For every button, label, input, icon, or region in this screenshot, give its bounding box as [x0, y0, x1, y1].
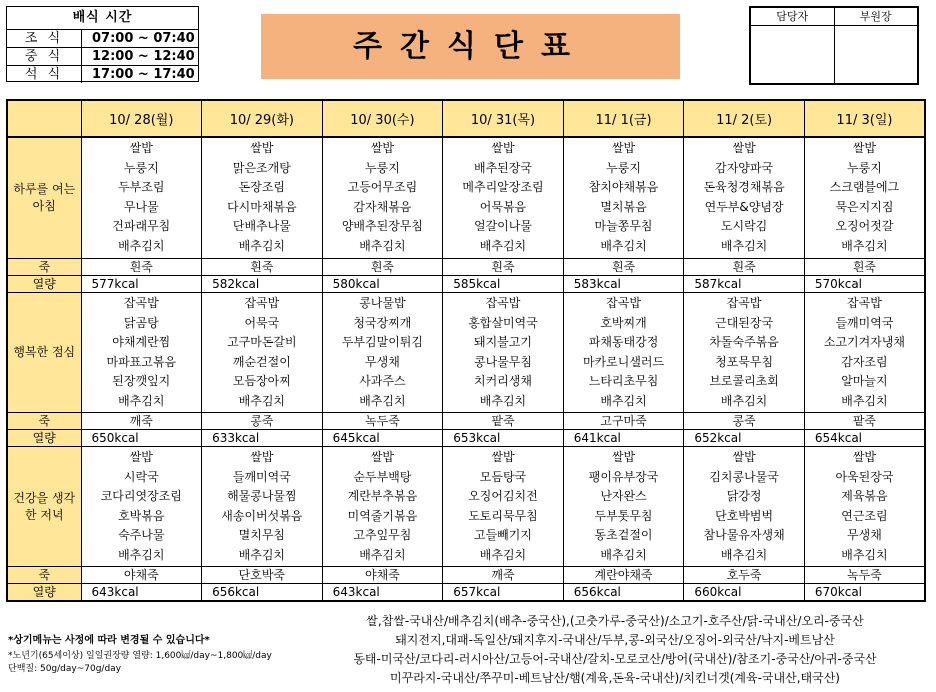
breakfast-menu-cell [202, 137, 323, 259]
menu-item: 배추김치 [479, 393, 527, 408]
menu-item: 잡곡밥 [244, 296, 280, 310]
menu-item: 잡곡밥 [606, 296, 641, 310]
lunch-menu-cell [322, 293, 443, 413]
calorie-cell: 656kcal [563, 584, 684, 602]
menu-item: 배추김치 [720, 547, 768, 562]
lunch-menu-cell [684, 293, 805, 413]
porridge-cell: 흰죽 [202, 259, 323, 276]
menu-item: 스크램블에그 [829, 180, 900, 194]
breakfast-menu-cell [443, 137, 564, 259]
menu-item: 쌀밥 [491, 141, 515, 155]
calorie-cell: 585kcal [443, 276, 564, 293]
menu-item: 쌀밥 [129, 450, 153, 464]
calorie-label: 열량 [7, 430, 81, 447]
calorie-cell: 654kcal [804, 430, 925, 447]
menu-item: 마카로니샐러드 [582, 354, 665, 369]
menu-item: 팽이유부장국 [588, 469, 659, 484]
serving-time-box [6, 6, 199, 82]
menu-item: 배추김치 [359, 547, 406, 562]
porridge-cell: 단호박죽 [202, 567, 323, 584]
menu-item: 도시락김 [720, 219, 768, 233]
menu-item: 닭곰탕 [123, 315, 159, 330]
porridge-cell: 흰죽 [443, 259, 564, 276]
menu-item: 도토리묵무침 [468, 508, 538, 523]
menu-item: 고등어무조림 [347, 180, 418, 194]
menu-item: 두부조림 [118, 180, 165, 194]
menu-item: 배추김치 [238, 547, 286, 562]
menu-item: 계란부추볶음 [347, 489, 418, 503]
porridge-cell: 흰죽 [684, 259, 805, 276]
menu-item: 다시마채볶음 [227, 199, 297, 214]
menu-item: 배추김치 [479, 547, 527, 562]
porridge-cell: 흰죽 [804, 259, 925, 276]
approval-column [834, 8, 918, 83]
menu-item: 쌀밥 [732, 141, 756, 155]
serving-time-row [7, 66, 198, 83]
menu-item: 배추된장국 [473, 160, 532, 175]
porridge-cell: 흰죽 [322, 259, 443, 276]
calorie-cell: 645kcal [322, 430, 443, 447]
calorie-cell: 657kcal [443, 584, 564, 602]
menu-item: 두부톳무침 [594, 508, 653, 523]
calorie-cell: 582kcal [202, 276, 323, 293]
calorie-cell: 650kcal [81, 430, 202, 447]
approval-header-vice-director: 부원장 [835, 8, 918, 26]
breakfast-menu-cell [684, 137, 805, 259]
breakfast-menu-cell [563, 137, 684, 259]
menu-item: 콩나물무침 [473, 354, 532, 369]
menu-item: 배추김치 [118, 393, 165, 408]
porridge-cell: 야채죽 [81, 567, 202, 584]
menu-item: 배추김치 [118, 547, 165, 562]
menu-item: 숙주나물 [118, 528, 165, 542]
menu-item: 근대된장국 [715, 315, 774, 330]
menu-item: 감자채볶음 [353, 199, 412, 214]
breakfast-menu-cell [81, 137, 202, 259]
origin-line: 동태-미국산/코다리-러시아산/고등어-국내산/갈치-모로코산/방어(국내산)/참조기-중국산/아귀-중국산 [353, 652, 877, 666]
menu-item: 메추리알장조림 [462, 180, 544, 194]
lunch-menu-cell [81, 293, 202, 413]
menu-item: 배추김치 [359, 238, 406, 253]
menu-item: 동초겉절이 [594, 528, 653, 542]
lunch-calorie-row [7, 430, 925, 447]
porridge-cell: 계란야채죽 [563, 567, 684, 584]
menu-item: 어묵볶음 [479, 199, 527, 214]
menu-item: 잡곡밥 [726, 296, 762, 310]
calorie-cell: 587kcal [684, 276, 805, 293]
lunch-menu-cell [202, 293, 323, 413]
menu-item: 아욱된장국 [835, 469, 894, 484]
origin-line: 쌀,찹쌀-국내산/배추김치(배추-중국산),(고춧가루-중국산)/소고기-호주산/닭-국내산/오리-중국산 [366, 614, 864, 628]
menu-item: 돼지불고기 [473, 335, 532, 349]
calorie-cell: 656kcal [202, 584, 323, 602]
lunch-porridge-row [7, 413, 925, 430]
menu-item: 연두부&양념장 [704, 199, 784, 214]
dinner-menu-cell [322, 447, 443, 567]
menu-item: 멸치볶음 [600, 199, 647, 214]
dinner-label: 건강을 생각한 저녁 [7, 447, 81, 567]
dinner-calorie-row [7, 584, 925, 602]
menu-item: 느타리초무침 [588, 374, 659, 388]
meal-label: 조 식 [7, 30, 82, 47]
menu-item: 김치콩나물국 [709, 469, 779, 484]
porridge-cell: 팥죽 [804, 413, 925, 430]
menu-item: 치커리생채 [473, 374, 532, 388]
calorie-cell: 570kcal [804, 276, 925, 293]
meal-time: 12:00 ~ 12:40 [92, 49, 195, 64]
porridge-cell: 야채죽 [322, 567, 443, 584]
menu-item: 돈육청경채볶음 [703, 180, 785, 194]
menu-item: 참치야채볶음 [588, 180, 659, 194]
calorie-cell: 583kcal [563, 276, 684, 293]
day-header: 10/ 29(화) [202, 100, 323, 137]
menu-item: 쌀밥 [250, 141, 274, 155]
menu-item: 닭강정 [726, 489, 762, 503]
porridge-label: 죽 [7, 567, 81, 584]
breakfast-menu-cell [322, 137, 443, 259]
calorie-cell: 643kcal [322, 584, 443, 602]
menu-item: 누룽지 [606, 160, 641, 175]
origin-line: 돼지전지,대패-독일산/돼지후지-국내산/두부,콩-외국산/오징어-외국산/낙지-베트남산 [395, 633, 835, 647]
menu-item: 잡곡밥 [485, 296, 521, 310]
breakfast-calorie-row [7, 276, 925, 293]
menu-item: 알마늘지 [841, 374, 888, 388]
menu-item: 배추김치 [841, 393, 888, 408]
menu-item: 묵은지지짐 [835, 199, 894, 214]
menu-item: 브로콜리초회 [709, 374, 779, 388]
dinner-menu-cell [443, 447, 564, 567]
calorie-recommendation: *노년기(65세이상) 일일권장량 열량: 1,600㎉/day~1,800㎉/day [8, 651, 272, 661]
menu-item: 배추김치 [479, 238, 527, 253]
menu-item: 깨순걷절이 [232, 354, 291, 369]
menu-item: 호박볶음 [118, 508, 165, 523]
menu-item: 배추김치 [238, 238, 286, 253]
dinner-menu-cell [563, 447, 684, 567]
menu-item: 배추김치 [720, 238, 768, 253]
day-header: 11/ 1(금) [563, 100, 684, 137]
menu-item: 배추김치 [238, 393, 286, 408]
menu-item: 연근조림 [841, 508, 888, 523]
menu-item: 호박찌개 [600, 315, 647, 330]
dinner-menu-cell [81, 447, 202, 567]
menu-item: 단호박범벅 [715, 508, 774, 523]
calorie-cell: 643kcal [81, 584, 202, 602]
menu-item: 어묵국 [244, 315, 280, 330]
menu-item: 청국장찌개 [353, 315, 412, 330]
porridge-cell: 콩죽 [684, 413, 805, 430]
dinner-menu-cell [684, 447, 805, 567]
lunch-row [7, 293, 925, 413]
porridge-cell: 고구마죽 [563, 413, 684, 430]
menu-item: 배추김치 [600, 393, 647, 408]
menu-item: 누룽지 [123, 160, 159, 175]
serving-time-row [7, 48, 198, 66]
approval-column [751, 8, 834, 83]
lunch-label: 행복한 점심 [7, 293, 81, 413]
corner-cell [7, 100, 81, 137]
menu-item: 멸치무침 [238, 528, 286, 542]
breakfast-porridge-row [7, 259, 925, 276]
menu-item: 모듬탕국 [479, 469, 527, 484]
menu-item: 오징어젓갈 [835, 219, 894, 233]
menu-item: 고들빼기지 [473, 528, 532, 542]
menu-item: 해물콩나물찜 [227, 489, 297, 503]
menu-item: 콩나물밥 [359, 296, 406, 310]
menu-item: 코다리엿장조림 [100, 489, 182, 503]
menu-item: 순두부백탕 [353, 469, 412, 484]
menu-item: 차돌숙주볶음 [709, 335, 779, 349]
lunch-menu-cell [443, 293, 564, 413]
calorie-cell: 652kcal [684, 430, 805, 447]
menu-item: 무생채 [847, 528, 882, 542]
menu-item: 배추김치 [118, 238, 165, 253]
calorie-cell: 577kcal [81, 276, 202, 293]
menu-item: 얼갈이나물 [473, 219, 532, 233]
breakfast-row [7, 137, 925, 259]
menu-item: 쌀밥 [250, 450, 274, 464]
calorie-cell: 660kcal [684, 584, 805, 602]
meal-label: 중 식 [7, 48, 82, 65]
menu-item: 배추김치 [600, 238, 647, 253]
dinner-menu-cell [202, 447, 323, 567]
menu-item: 쌀밥 [732, 450, 756, 464]
menu-item: 쌀밥 [852, 450, 877, 464]
menu-item: 쌀밥 [852, 141, 877, 155]
lunch-menu-cell [804, 293, 925, 413]
menu-item: 쌀밥 [370, 450, 394, 464]
porridge-label: 죽 [7, 413, 81, 430]
menu-item: 참나물유자생채 [703, 528, 785, 542]
calorie-cell: 580kcal [322, 276, 443, 293]
menu-item: 무생채 [365, 354, 400, 369]
menu-item: 오징어김치전 [468, 489, 538, 503]
menu-item: 돈장조림 [238, 180, 286, 194]
menu-item: 청포묵무침 [715, 354, 774, 369]
menu-item: 쌀밥 [491, 450, 515, 464]
menu-item: 단배추나물 [232, 219, 291, 233]
calorie-label: 열량 [7, 276, 81, 293]
menu-item: 양배추된장무침 [341, 219, 423, 233]
serving-time-title: 배식 시간 [7, 7, 198, 30]
porridge-cell: 흰죽 [81, 259, 202, 276]
menu-item: 배추김치 [841, 238, 888, 253]
menu-item: 홍합살미역국 [468, 315, 538, 330]
porridge-cell: 호두죽 [684, 567, 805, 584]
day-header: 10/ 28(월) [81, 100, 202, 137]
porridge-cell: 깨죽 [443, 567, 564, 584]
menu-item: 쌀밥 [611, 141, 636, 155]
menu-item: 쌀밥 [370, 141, 394, 155]
approval-box [749, 6, 919, 85]
calorie-label: 열량 [7, 584, 81, 602]
weekly-menu-table [6, 99, 926, 602]
menu-item: 난자완스 [600, 489, 647, 503]
dinner-row [7, 447, 925, 567]
calorie-cell: 633kcal [202, 430, 323, 447]
porridge-cell: 녹두죽 [804, 567, 925, 584]
day-header: 10/ 31(목) [443, 100, 564, 137]
breakfast-menu-cell [804, 137, 925, 259]
origin-info [300, 612, 930, 688]
menu-item: 쌀밥 [611, 450, 636, 464]
menu-item: 고구마돈갈비 [227, 335, 297, 349]
day-header: 11/ 3(일) [804, 100, 925, 137]
menu-item: 쌀밥 [129, 141, 153, 155]
menu-item: 제육볶음 [841, 489, 888, 503]
breakfast-label: 하루를 여는 아침 [7, 137, 81, 259]
dinner-menu-cell [804, 447, 925, 567]
menu-item: 누룽지 [847, 160, 882, 175]
porridge-cell: 녹두죽 [322, 413, 443, 430]
menu-item: 감자양파국 [715, 160, 774, 175]
day-header-row [7, 100, 925, 137]
menu-item: 감자조림 [841, 354, 888, 369]
menu-change-note: *상기메뉴는 사정에 따라 변경될 수 있습니다* [8, 635, 210, 646]
menu-item: 파채동태강정 [588, 335, 659, 349]
meal-time: 07:00 ~ 07:40 [92, 31, 195, 46]
menu-item: 미역줄기볶음 [347, 508, 418, 523]
menu-item: 들깨미역국 [232, 469, 291, 484]
menu-item: 들깨미역국 [835, 315, 894, 330]
menu-item: 사과주스 [359, 374, 406, 388]
menu-item: 배추김치 [841, 547, 888, 562]
porridge-label: 죽 [7, 259, 81, 276]
dinner-porridge-row [7, 567, 925, 584]
meal-label: 석 식 [7, 66, 82, 83]
lunch-menu-cell [563, 293, 684, 413]
day-header: 11/ 2(토) [684, 100, 805, 137]
menu-item: 된장깻잎지 [112, 374, 171, 388]
menu-item: 배추김치 [359, 393, 406, 408]
menu-item: 누룽지 [365, 160, 400, 175]
menu-item: 마늘쫑무침 [594, 219, 653, 233]
menu-item: 시락국 [123, 469, 159, 484]
meal-time: 17:00 ~ 17:40 [92, 67, 195, 82]
menu-item: 배추김치 [600, 547, 647, 562]
porridge-cell: 흰죽 [563, 259, 684, 276]
menu-item: 야채계란찜 [112, 335, 171, 349]
serving-time-row [7, 30, 198, 48]
menu-item: 잡곡밥 [123, 296, 159, 310]
calorie-cell: 641kcal [563, 430, 684, 447]
menu-item: 배추김치 [720, 393, 768, 408]
page-title: 주간식단표 [261, 14, 680, 79]
porridge-cell: 깨죽 [81, 413, 202, 430]
menu-item: 모듬장아찌 [232, 374, 291, 388]
approval-header-manager: 담당자 [751, 8, 834, 26]
calorie-cell: 670kcal [804, 584, 925, 602]
day-header: 10/ 30(수) [322, 100, 443, 137]
menu-item: 맑은조개탕 [232, 160, 291, 175]
menu-item: 두부김말이튀김 [341, 335, 423, 349]
protein-recommendation: 단백질: 50g/day~70g/day [8, 664, 122, 674]
menu-item: 건파래무침 [112, 219, 171, 233]
menu-item: 잡곡밥 [847, 296, 882, 310]
menu-item: 무나물 [123, 199, 159, 214]
notes [8, 634, 328, 676]
porridge-cell: 팥죽 [443, 413, 564, 430]
menu-item: 새송이버섯볶음 [221, 508, 303, 523]
origin-line: 미꾸라지-국내산/쭈꾸미-베트남산/햄(계육,돈육-국내산)/치킨너겟(계육-국내산,태국산) [390, 671, 840, 685]
calorie-cell: 653kcal [443, 430, 564, 447]
porridge-cell: 콩죽 [202, 413, 323, 430]
menu-item: 마파표고볶음 [106, 354, 177, 369]
menu-item: 소고기겨자냉채 [823, 335, 906, 349]
menu-item: 고추잎무침 [353, 528, 412, 542]
